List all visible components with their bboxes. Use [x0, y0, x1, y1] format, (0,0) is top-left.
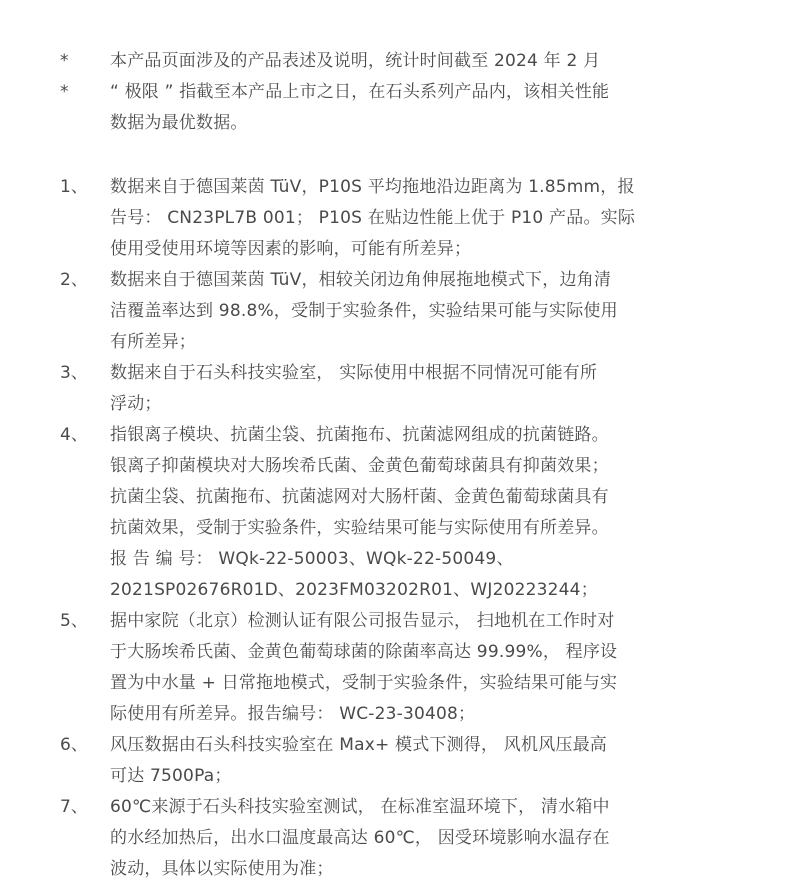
footnote-5	[0, 606, 801, 730]
footnote-number: 3、	[60, 363, 88, 383]
footnote-text	[110, 172, 725, 265]
footnote-number: 5、	[60, 611, 88, 631]
footnote-line: 可达 7500Pa；	[110, 766, 232, 786]
footnote-line: 有所差异；	[110, 332, 196, 352]
footnote-line: 际使用有所差异。报告编号： WC-23-30408；	[110, 704, 476, 724]
note-text	[110, 46, 725, 77]
footnote-2	[0, 265, 801, 358]
footnote-number: 7、	[60, 797, 88, 817]
note-marker: *	[60, 82, 69, 102]
disclaimer-notes	[0, 46, 801, 885]
preface-note-2	[0, 77, 801, 139]
footnote-line: 银离子抑菌模块对大肠埃希氏菌、金黄色葡萄球菌具有抑菌效果；	[110, 456, 609, 476]
footnote-text	[110, 358, 725, 420]
footnote-3	[0, 358, 801, 420]
footnote-number: 6、	[60, 735, 88, 755]
footnote-line: 60℃来源于石头科技实验室测试， 在标准室温环境下， 清水箱中	[110, 797, 610, 817]
footnote-line: 据中家院（北京）检测认证有限公司报告显示， 扫地机在工作时对	[110, 611, 615, 631]
footnote-line: 于大肠埃希氏菌、金黄色葡萄球菌的除菌率高达 99.99%， 程序设	[110, 642, 618, 662]
footnote-line: 数据来自于石头科技实验室， 实际使用中根据不同情况可能有所	[110, 363, 598, 383]
footnote-line: 指银离子模块、抗菌尘袋、抗菌拖布、抗菌滤网组成的抗菌链路。	[110, 425, 609, 445]
footnote-text	[110, 265, 725, 358]
footnote-line: 2021SP02676R01D、2023FM03202R01、WJ20223244；	[110, 580, 598, 600]
footnote-6	[0, 730, 801, 792]
footnote-text	[110, 420, 725, 606]
footnote-line: 数据来自于德国莱茵 TüV，相较关闭边角伸展拖地模式下，边角清	[110, 270, 612, 290]
footnote-4	[0, 420, 801, 606]
footnote-7	[0, 792, 801, 885]
footnote-line: 抗菌效果，受制于实验条件，实验结果可能与实际使用有所差异。	[110, 518, 609, 538]
footnote-line: 的水经加热后，出水口温度最高达 60℃， 因受环境影响水温存在	[110, 828, 610, 848]
footnote-line: 报 告 编 号： WQk-22-50003、WQk-22-50049、	[110, 549, 514, 569]
preface-note-1	[0, 46, 801, 77]
footnote-number: 2、	[60, 270, 88, 290]
footnote-line: 数据来自于德国莱茵 TüV，P10S 平均拖地沿边距离为 1.85mm，报	[110, 177, 635, 197]
note-marker: *	[60, 51, 69, 71]
footnote-line: 抗菌尘袋、抗菌拖布、抗菌滤网对大肠杆菌、金黄色葡萄球菌具有	[110, 487, 609, 507]
footnote-line: 浮动；	[110, 394, 162, 414]
footnote-1	[0, 172, 801, 265]
footnote-number: 4、	[60, 425, 88, 445]
footnote-line: 告号： CN23PL7B 001； P10S 在贴边性能上优于 P10 产品。实际	[110, 208, 636, 228]
footnote-text	[110, 606, 725, 730]
note-text	[110, 77, 725, 139]
note-line: 本产品页面涉及的产品表述及说明，统计时间截至 2024 年 2 月	[110, 51, 601, 71]
footnote-line: 洁覆盖率达到 98.8%，受制于实验条件，实验结果可能与实际使用	[110, 301, 618, 321]
footnote-number: 1、	[60, 177, 88, 197]
footnote-text	[110, 792, 725, 885]
note-line: 数据为最优数据。	[110, 113, 248, 133]
footnote-text	[110, 730, 725, 792]
note-line: “ 极限 ” 指截至本产品上市之日，在石头系列产品内，该相关性能	[110, 82, 610, 102]
footnote-line: 使用受使用环境等因素的影响，可能有所差异；	[110, 239, 472, 259]
footnote-line: 置为中水量 + 日常拖地模式，受制于实验条件，实验结果可能与实	[110, 673, 618, 693]
footnote-line: 风压数据由石头科技实验室在 Max+ 模式下测得， 风机风压最高	[110, 735, 607, 755]
footnote-line: 波动，具体以实际使用为准；	[110, 859, 334, 879]
section-gap	[0, 139, 801, 172]
